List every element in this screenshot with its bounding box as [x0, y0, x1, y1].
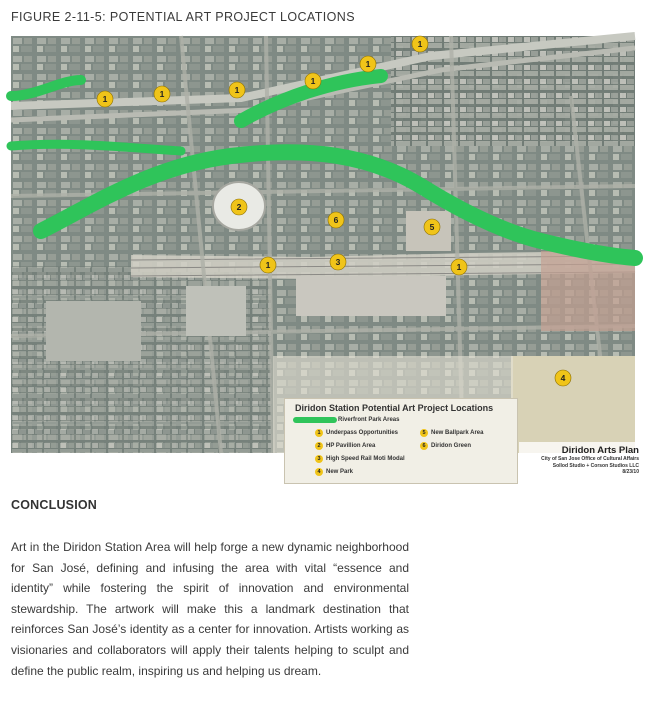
plan-credit-box: [519, 442, 643, 486]
marker-number: 6: [333, 215, 339, 225]
marker-number: 1: [310, 76, 316, 86]
legend-label: New Park: [326, 469, 354, 475]
location-marker-1[interactable]: [154, 86, 170, 102]
marker-number: 1: [456, 262, 462, 272]
legend-title: Diridon Station Potential Art Project Locations: [295, 403, 494, 413]
warehouse: [46, 301, 141, 361]
marker-number: 1: [417, 39, 423, 49]
legend-item-5: [420, 429, 483, 437]
conclusion-body: Art in the Diridon Station Area will help forge a new dynamic neighborhood for San José, defining and infusing the area with vital “essence and identity” while fostering the spirit of innovation and environmental stewardship. The artwork will make this a landmark destination that reinforces San José’s identity as a center for innovation. Artists working as visionaries and collaborators will apply their talents helping to sculpt and define the public realm, inspiring us and helping us dream.: [11, 540, 409, 678]
legend-label: HP Pavillion Area: [326, 443, 376, 449]
legend-item-3: [315, 455, 405, 463]
location-marker-1[interactable]: [412, 36, 428, 52]
parking-block: [186, 286, 246, 336]
marker-number: 1: [159, 89, 165, 99]
marker-number: 2: [236, 202, 242, 212]
legend-badge: 4: [315, 468, 323, 476]
location-marker-1[interactable]: [305, 73, 321, 89]
plan-date: 8/23/10: [622, 469, 639, 475]
figure-title: FIGURE 2-11-5: POTENTIAL ART PROJECT LOCATIONS: [11, 10, 355, 24]
plan-title: Diridon Arts Plan: [561, 445, 639, 456]
location-marker-2[interactable]: [231, 199, 247, 215]
station-area: [296, 276, 446, 316]
legend-badge: 2: [315, 442, 323, 450]
map-legend: [284, 398, 518, 484]
legend-badge: 1: [315, 429, 323, 437]
legend-label: Underpass Opportunities: [326, 430, 399, 436]
legend-badge: 3: [315, 455, 323, 463]
legend-label: Diridon Green: [431, 443, 472, 449]
plan-credit-studios: Sollod Studio + Corson Studios LLC: [552, 462, 639, 469]
new-park-area: [511, 356, 635, 453]
legend-item-4: [315, 468, 353, 476]
legend-green-swatch: [293, 417, 337, 423]
location-marker-5[interactable]: [424, 219, 440, 235]
legend-badge: 5: [420, 429, 428, 437]
marker-number: 3: [335, 257, 341, 267]
location-marker-1[interactable]: [260, 257, 276, 273]
map-graphic: [11, 36, 635, 453]
legend-label: New Ballpark Area: [431, 430, 484, 436]
location-marker-1[interactable]: [360, 56, 376, 72]
location-marker-4[interactable]: [555, 370, 571, 386]
legend-badge: 6: [420, 442, 428, 450]
marker-number: 4: [560, 373, 566, 383]
location-marker-6[interactable]: [328, 212, 344, 228]
legend-line-label: Riverfront Park Areas: [338, 417, 400, 423]
legend-label: High Speed Rail Moti Modal: [326, 456, 405, 462]
location-marker-1[interactable]: [451, 259, 467, 275]
plan-credit-office: City of San Jose Office of Cultural Affairs: [541, 456, 639, 462]
marker-number: 5: [429, 222, 435, 232]
marker-number: 1: [102, 94, 108, 104]
location-marker-3[interactable]: [330, 254, 346, 270]
aerial-map: [11, 36, 639, 475]
marker-number: 1: [234, 85, 240, 95]
legend-item-2: [315, 442, 375, 450]
legend-item-1: [315, 429, 398, 437]
conclusion-heading: CONCLUSION: [11, 498, 98, 512]
marker-number: 1: [365, 59, 371, 69]
location-marker-1[interactable]: [229, 82, 245, 98]
location-marker-1[interactable]: [97, 91, 113, 107]
legend-item-6: [420, 442, 471, 450]
marker-number: 1: [265, 260, 271, 270]
